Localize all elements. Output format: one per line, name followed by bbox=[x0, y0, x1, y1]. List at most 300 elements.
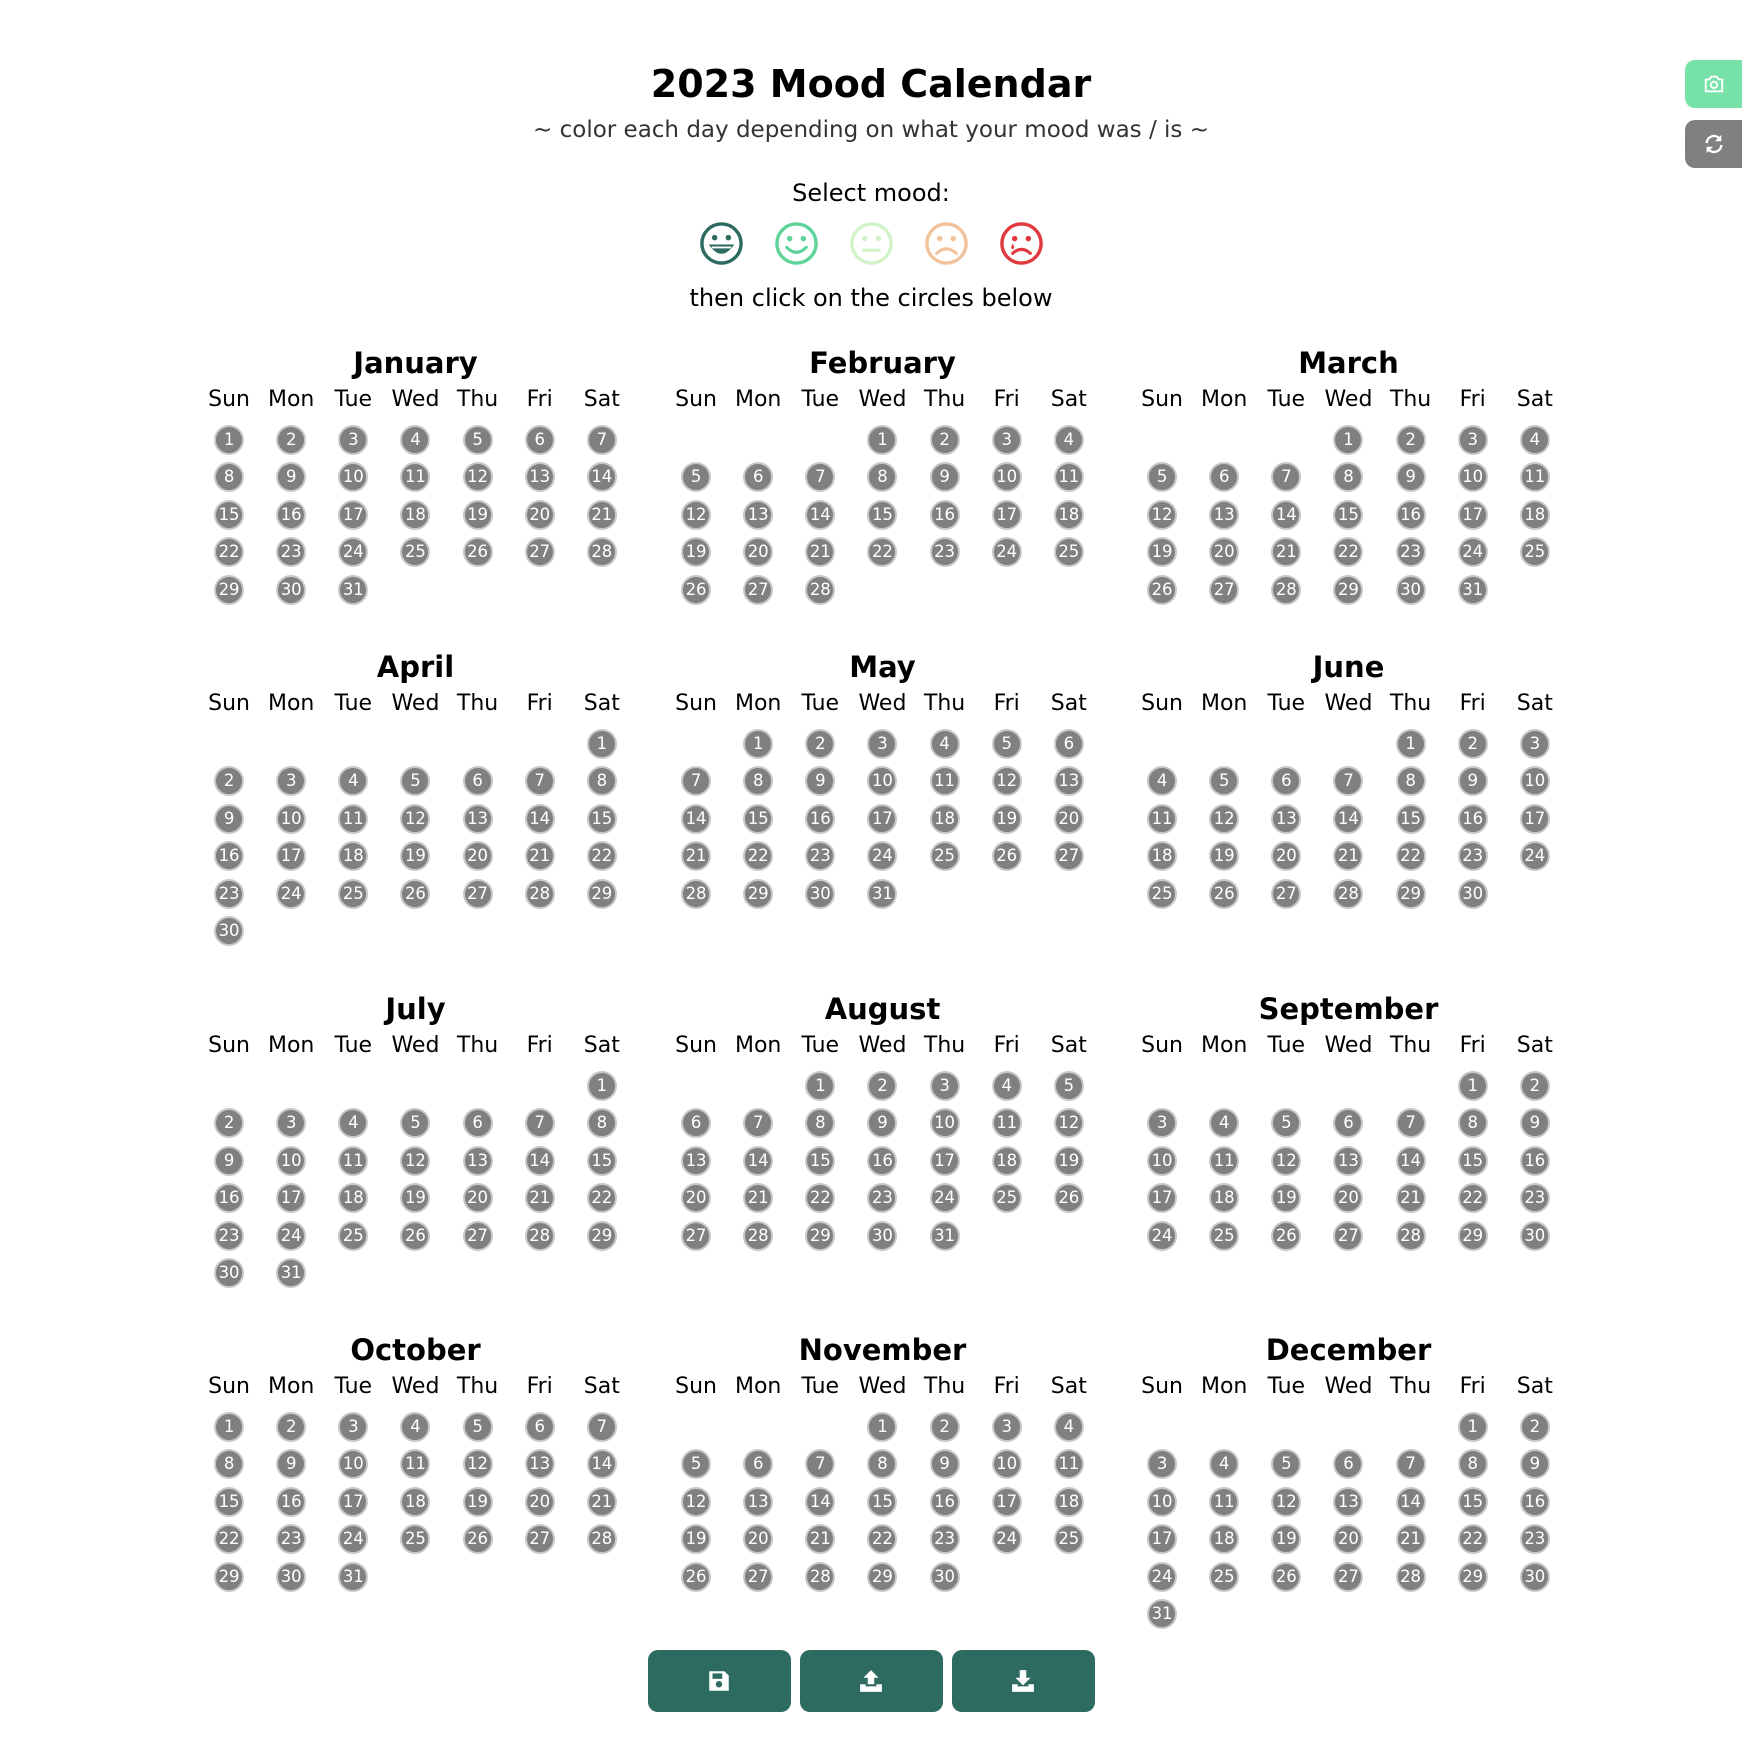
day-circle[interactable]: 5 bbox=[992, 729, 1022, 759]
day-circle[interactable]: 1 bbox=[1458, 1412, 1488, 1442]
day-circle[interactable]: 27 bbox=[1054, 841, 1084, 871]
day-circle[interactable]: 22 bbox=[867, 1524, 897, 1554]
day-circle[interactable]: 21 bbox=[681, 841, 711, 871]
day-circle[interactable]: 16 bbox=[214, 841, 244, 871]
day-circle[interactable]: 5 bbox=[681, 462, 711, 492]
day-circle[interactable]: 16 bbox=[1458, 804, 1488, 834]
day-circle[interactable]: 21 bbox=[1396, 1183, 1426, 1213]
day-circle[interactable]: 22 bbox=[805, 1183, 835, 1213]
day-circle[interactable]: 31 bbox=[276, 1258, 306, 1288]
day-circle[interactable]: 7 bbox=[1333, 766, 1363, 796]
day-circle[interactable]: 16 bbox=[276, 500, 306, 530]
day-circle[interactable]: 12 bbox=[1209, 804, 1239, 834]
day-circle[interactable]: 18 bbox=[400, 500, 430, 530]
day-circle[interactable]: 14 bbox=[1396, 1487, 1426, 1517]
day-circle[interactable]: 16 bbox=[805, 804, 835, 834]
day-circle[interactable]: 17 bbox=[1147, 1524, 1177, 1554]
day-circle[interactable]: 21 bbox=[1271, 537, 1301, 567]
day-circle[interactable]: 25 bbox=[1209, 1221, 1239, 1251]
day-circle[interactable]: 17 bbox=[276, 1183, 306, 1213]
day-circle[interactable]: 14 bbox=[587, 462, 617, 492]
day-circle[interactable]: 29 bbox=[805, 1221, 835, 1251]
day-circle[interactable]: 6 bbox=[743, 1449, 773, 1479]
day-circle[interactable]: 5 bbox=[1271, 1449, 1301, 1479]
day-circle[interactable]: 8 bbox=[867, 1449, 897, 1479]
day-circle[interactable]: 12 bbox=[400, 804, 430, 834]
day-circle[interactable]: 30 bbox=[867, 1221, 897, 1251]
day-circle[interactable]: 9 bbox=[867, 1108, 897, 1138]
day-circle[interactable]: 12 bbox=[992, 766, 1022, 796]
day-circle[interactable]: 6 bbox=[681, 1108, 711, 1138]
day-circle[interactable]: 20 bbox=[681, 1183, 711, 1213]
day-circle[interactable]: 27 bbox=[743, 1562, 773, 1592]
day-circle[interactable]: 30 bbox=[1396, 575, 1426, 605]
day-circle[interactable]: 22 bbox=[587, 1183, 617, 1213]
day-circle[interactable]: 8 bbox=[1333, 462, 1363, 492]
day-circle[interactable]: 29 bbox=[743, 879, 773, 909]
day-circle[interactable]: 4 bbox=[1209, 1108, 1239, 1138]
reset-button[interactable] bbox=[1685, 120, 1742, 168]
day-circle[interactable]: 16 bbox=[276, 1487, 306, 1517]
day-circle[interactable]: 18 bbox=[992, 1146, 1022, 1176]
day-circle[interactable]: 16 bbox=[930, 500, 960, 530]
day-circle[interactable]: 23 bbox=[1458, 841, 1488, 871]
day-circle[interactable]: 26 bbox=[400, 879, 430, 909]
day-circle[interactable]: 1 bbox=[587, 1071, 617, 1101]
day-circle[interactable]: 24 bbox=[276, 879, 306, 909]
day-circle[interactable]: 9 bbox=[930, 462, 960, 492]
day-circle[interactable]: 31 bbox=[1147, 1599, 1177, 1629]
day-circle[interactable]: 14 bbox=[1271, 500, 1301, 530]
day-circle[interactable]: 19 bbox=[1271, 1524, 1301, 1554]
day-circle[interactable]: 14 bbox=[805, 1487, 835, 1517]
day-circle[interactable]: 30 bbox=[214, 1258, 244, 1288]
day-circle[interactable]: 8 bbox=[1458, 1108, 1488, 1138]
day-circle[interactable]: 29 bbox=[214, 1562, 244, 1592]
day-circle[interactable]: 23 bbox=[930, 1524, 960, 1554]
day-circle[interactable]: 3 bbox=[992, 425, 1022, 455]
day-circle[interactable]: 12 bbox=[1271, 1487, 1301, 1517]
day-circle[interactable]: 4 bbox=[1054, 1412, 1084, 1442]
day-circle[interactable]: 2 bbox=[1396, 425, 1426, 455]
day-circle[interactable]: 14 bbox=[805, 500, 835, 530]
day-circle[interactable]: 20 bbox=[525, 1487, 555, 1517]
day-circle[interactable]: 29 bbox=[1333, 575, 1363, 605]
day-circle[interactable]: 11 bbox=[1147, 804, 1177, 834]
day-circle[interactable]: 14 bbox=[681, 804, 711, 834]
day-circle[interactable]: 14 bbox=[525, 1146, 555, 1176]
day-circle[interactable]: 26 bbox=[1054, 1183, 1084, 1213]
day-circle[interactable]: 30 bbox=[276, 575, 306, 605]
day-circle[interactable]: 7 bbox=[587, 425, 617, 455]
day-circle[interactable]: 21 bbox=[587, 500, 617, 530]
day-circle[interactable]: 23 bbox=[214, 879, 244, 909]
day-circle[interactable]: 2 bbox=[1520, 1071, 1550, 1101]
day-circle[interactable]: 9 bbox=[1520, 1449, 1550, 1479]
day-circle[interactable]: 26 bbox=[1209, 879, 1239, 909]
day-circle[interactable]: 14 bbox=[525, 804, 555, 834]
day-circle[interactable]: 27 bbox=[463, 879, 493, 909]
day-circle[interactable]: 20 bbox=[1209, 537, 1239, 567]
day-circle[interactable]: 3 bbox=[338, 425, 368, 455]
day-circle[interactable]: 29 bbox=[587, 879, 617, 909]
save-button[interactable] bbox=[648, 1650, 791, 1712]
day-circle[interactable]: 9 bbox=[1520, 1108, 1550, 1138]
day-circle[interactable]: 17 bbox=[992, 1487, 1022, 1517]
day-circle[interactable]: 4 bbox=[992, 1071, 1022, 1101]
day-circle[interactable]: 18 bbox=[930, 804, 960, 834]
day-circle[interactable]: 27 bbox=[525, 537, 555, 567]
day-circle[interactable]: 25 bbox=[1054, 1524, 1084, 1554]
day-circle[interactable]: 17 bbox=[338, 1487, 368, 1517]
day-circle[interactable]: 8 bbox=[214, 1449, 244, 1479]
day-circle[interactable]: 11 bbox=[930, 766, 960, 796]
day-circle[interactable]: 9 bbox=[276, 462, 306, 492]
day-circle[interactable]: 18 bbox=[1209, 1524, 1239, 1554]
day-circle[interactable]: 6 bbox=[1333, 1449, 1363, 1479]
day-circle[interactable]: 24 bbox=[1458, 537, 1488, 567]
day-circle[interactable]: 8 bbox=[1458, 1449, 1488, 1479]
day-circle[interactable]: 29 bbox=[214, 575, 244, 605]
day-circle[interactable]: 23 bbox=[867, 1183, 897, 1213]
day-circle[interactable]: 19 bbox=[400, 841, 430, 871]
day-circle[interactable]: 31 bbox=[867, 879, 897, 909]
day-circle[interactable]: 30 bbox=[1520, 1221, 1550, 1251]
day-circle[interactable]: 20 bbox=[1271, 841, 1301, 871]
day-circle[interactable]: 20 bbox=[1333, 1183, 1363, 1213]
day-circle[interactable]: 22 bbox=[214, 1524, 244, 1554]
day-circle[interactable]: 21 bbox=[743, 1183, 773, 1213]
day-circle[interactable]: 5 bbox=[1054, 1071, 1084, 1101]
day-circle[interactable]: 28 bbox=[1396, 1221, 1426, 1251]
day-circle[interactable]: 22 bbox=[743, 841, 773, 871]
day-circle[interactable]: 12 bbox=[463, 462, 493, 492]
day-circle[interactable]: 26 bbox=[463, 1524, 493, 1554]
day-circle[interactable]: 9 bbox=[1458, 766, 1488, 796]
day-circle[interactable]: 23 bbox=[1520, 1524, 1550, 1554]
day-circle[interactable]: 27 bbox=[1209, 575, 1239, 605]
day-circle[interactable]: 6 bbox=[463, 1108, 493, 1138]
day-circle[interactable]: 13 bbox=[525, 1449, 555, 1479]
day-circle[interactable]: 17 bbox=[930, 1146, 960, 1176]
day-circle[interactable]: 19 bbox=[681, 537, 711, 567]
day-circle[interactable]: 13 bbox=[463, 804, 493, 834]
day-circle[interactable]: 3 bbox=[1458, 425, 1488, 455]
day-circle[interactable]: 3 bbox=[1147, 1449, 1177, 1479]
day-circle[interactable]: 4 bbox=[1054, 425, 1084, 455]
day-circle[interactable]: 7 bbox=[1396, 1449, 1426, 1479]
day-circle[interactable]: 11 bbox=[400, 462, 430, 492]
day-circle[interactable]: 26 bbox=[992, 841, 1022, 871]
day-circle[interactable]: 7 bbox=[1396, 1108, 1426, 1138]
day-circle[interactable]: 12 bbox=[1054, 1108, 1084, 1138]
day-circle[interactable]: 13 bbox=[1209, 500, 1239, 530]
day-circle[interactable]: 7 bbox=[525, 766, 555, 796]
day-circle[interactable]: 20 bbox=[743, 1524, 773, 1554]
day-circle[interactable]: 10 bbox=[867, 766, 897, 796]
day-circle[interactable]: 11 bbox=[338, 1146, 368, 1176]
day-circle[interactable]: 13 bbox=[743, 500, 773, 530]
day-circle[interactable]: 12 bbox=[681, 1487, 711, 1517]
day-circle[interactable]: 28 bbox=[587, 1524, 617, 1554]
day-circle[interactable]: 7 bbox=[805, 462, 835, 492]
day-circle[interactable]: 2 bbox=[214, 1108, 244, 1138]
day-circle[interactable]: 14 bbox=[743, 1146, 773, 1176]
day-circle[interactable]: 6 bbox=[1271, 766, 1301, 796]
day-circle[interactable]: 14 bbox=[587, 1449, 617, 1479]
day-circle[interactable]: 15 bbox=[867, 500, 897, 530]
day-circle[interactable]: 27 bbox=[1333, 1221, 1363, 1251]
day-circle[interactable]: 17 bbox=[1520, 804, 1550, 834]
day-circle[interactable]: 15 bbox=[214, 500, 244, 530]
day-circle[interactable]: 5 bbox=[400, 766, 430, 796]
day-circle[interactable]: 1 bbox=[214, 1412, 244, 1442]
screenshot-button[interactable] bbox=[1685, 60, 1742, 108]
day-circle[interactable]: 23 bbox=[930, 537, 960, 567]
day-circle[interactable]: 28 bbox=[525, 879, 555, 909]
day-circle[interactable]: 23 bbox=[276, 1524, 306, 1554]
day-circle[interactable]: 2 bbox=[214, 766, 244, 796]
day-circle[interactable]: 22 bbox=[1458, 1183, 1488, 1213]
day-circle[interactable]: 6 bbox=[743, 462, 773, 492]
day-circle[interactable]: 13 bbox=[1054, 766, 1084, 796]
day-circle[interactable]: 6 bbox=[1054, 729, 1084, 759]
day-circle[interactable]: 27 bbox=[525, 1524, 555, 1554]
day-circle[interactable]: 5 bbox=[1147, 462, 1177, 492]
day-circle[interactable]: 13 bbox=[1333, 1487, 1363, 1517]
day-circle[interactable]: 18 bbox=[400, 1487, 430, 1517]
day-circle[interactable]: 3 bbox=[930, 1071, 960, 1101]
day-circle[interactable]: 24 bbox=[867, 841, 897, 871]
day-circle[interactable]: 19 bbox=[992, 804, 1022, 834]
day-circle[interactable]: 16 bbox=[1520, 1146, 1550, 1176]
day-circle[interactable]: 26 bbox=[1271, 1562, 1301, 1592]
day-circle[interactable]: 9 bbox=[214, 1146, 244, 1176]
day-circle[interactable]: 11 bbox=[400, 1449, 430, 1479]
day-circle[interactable]: 1 bbox=[743, 729, 773, 759]
day-circle[interactable]: 3 bbox=[338, 1412, 368, 1442]
day-circle[interactable]: 31 bbox=[338, 1562, 368, 1592]
day-circle[interactable]: 25 bbox=[1520, 537, 1550, 567]
day-circle[interactable]: 19 bbox=[463, 1487, 493, 1517]
day-circle[interactable]: 9 bbox=[930, 1449, 960, 1479]
day-circle[interactable]: 18 bbox=[1520, 500, 1550, 530]
day-circle[interactable]: 16 bbox=[214, 1183, 244, 1213]
day-circle[interactable]: 16 bbox=[930, 1487, 960, 1517]
day-circle[interactable]: 25 bbox=[930, 841, 960, 871]
day-circle[interactable]: 7 bbox=[805, 1449, 835, 1479]
day-circle[interactable]: 28 bbox=[1271, 575, 1301, 605]
day-circle[interactable]: 20 bbox=[1054, 804, 1084, 834]
day-circle[interactable]: 15 bbox=[1396, 804, 1426, 834]
day-circle[interactable]: 16 bbox=[1520, 1487, 1550, 1517]
day-circle[interactable]: 2 bbox=[867, 1071, 897, 1101]
day-circle[interactable]: 20 bbox=[463, 1183, 493, 1213]
day-circle[interactable]: 11 bbox=[338, 804, 368, 834]
day-circle[interactable]: 15 bbox=[1458, 1146, 1488, 1176]
day-circle[interactable]: 24 bbox=[1147, 1562, 1177, 1592]
day-circle[interactable]: 30 bbox=[805, 879, 835, 909]
day-circle[interactable]: 28 bbox=[1333, 879, 1363, 909]
day-circle[interactable]: 13 bbox=[1333, 1146, 1363, 1176]
day-circle[interactable]: 28 bbox=[681, 879, 711, 909]
day-circle[interactable]: 3 bbox=[276, 1108, 306, 1138]
day-circle[interactable]: 30 bbox=[214, 916, 244, 946]
day-circle[interactable]: 2 bbox=[930, 1412, 960, 1442]
day-circle[interactable]: 21 bbox=[805, 1524, 835, 1554]
day-circle[interactable]: 22 bbox=[214, 537, 244, 567]
day-circle[interactable]: 15 bbox=[214, 1487, 244, 1517]
day-circle[interactable]: 3 bbox=[1147, 1108, 1177, 1138]
day-circle[interactable]: 6 bbox=[1209, 462, 1239, 492]
day-circle[interactable]: 2 bbox=[276, 1412, 306, 1442]
day-circle[interactable]: 21 bbox=[1396, 1524, 1426, 1554]
day-circle[interactable]: 7 bbox=[681, 766, 711, 796]
day-circle[interactable]: 20 bbox=[525, 500, 555, 530]
day-circle[interactable]: 15 bbox=[1333, 500, 1363, 530]
day-circle[interactable]: 24 bbox=[338, 1524, 368, 1554]
day-circle[interactable]: 4 bbox=[1147, 766, 1177, 796]
day-circle[interactable]: 27 bbox=[743, 575, 773, 605]
day-circle[interactable]: 27 bbox=[681, 1221, 711, 1251]
day-circle[interactable]: 10 bbox=[1147, 1487, 1177, 1517]
upload-button[interactable] bbox=[800, 1650, 943, 1712]
day-circle[interactable]: 8 bbox=[867, 462, 897, 492]
day-circle[interactable]: 26 bbox=[463, 537, 493, 567]
day-circle[interactable]: 24 bbox=[992, 537, 1022, 567]
day-circle[interactable]: 5 bbox=[1209, 766, 1239, 796]
day-circle[interactable]: 12 bbox=[1147, 500, 1177, 530]
day-circle[interactable]: 25 bbox=[1209, 1562, 1239, 1592]
day-circle[interactable]: 28 bbox=[525, 1221, 555, 1251]
day-circle[interactable]: 1 bbox=[805, 1071, 835, 1101]
day-circle[interactable]: 5 bbox=[463, 1412, 493, 1442]
day-circle[interactable]: 3 bbox=[992, 1412, 1022, 1442]
day-circle[interactable]: 15 bbox=[743, 804, 773, 834]
day-circle[interactable]: 10 bbox=[992, 462, 1022, 492]
day-circle[interactable]: 17 bbox=[867, 804, 897, 834]
day-circle[interactable]: 1 bbox=[1396, 729, 1426, 759]
day-circle[interactable]: 13 bbox=[525, 462, 555, 492]
day-circle[interactable]: 12 bbox=[681, 500, 711, 530]
day-circle[interactable]: 23 bbox=[1520, 1183, 1550, 1213]
day-circle[interactable]: 29 bbox=[1396, 879, 1426, 909]
day-circle[interactable]: 22 bbox=[1396, 841, 1426, 871]
day-circle[interactable]: 1 bbox=[1333, 425, 1363, 455]
day-circle[interactable]: 19 bbox=[463, 500, 493, 530]
day-circle[interactable]: 13 bbox=[681, 1146, 711, 1176]
day-circle[interactable]: 18 bbox=[1054, 1487, 1084, 1517]
day-circle[interactable]: 6 bbox=[1333, 1108, 1363, 1138]
day-circle[interactable]: 9 bbox=[1396, 462, 1426, 492]
day-circle[interactable]: 9 bbox=[805, 766, 835, 796]
day-circle[interactable]: 17 bbox=[338, 500, 368, 530]
day-circle[interactable]: 13 bbox=[743, 1487, 773, 1517]
day-circle[interactable]: 31 bbox=[930, 1221, 960, 1251]
day-circle[interactable]: 3 bbox=[276, 766, 306, 796]
day-circle[interactable]: 16 bbox=[867, 1146, 897, 1176]
day-circle[interactable]: 13 bbox=[1271, 804, 1301, 834]
day-circle[interactable]: 29 bbox=[587, 1221, 617, 1251]
day-circle[interactable]: 29 bbox=[1458, 1562, 1488, 1592]
day-circle[interactable]: 5 bbox=[400, 1108, 430, 1138]
day-circle[interactable]: 15 bbox=[867, 1487, 897, 1517]
day-circle[interactable]: 4 bbox=[1209, 1449, 1239, 1479]
day-circle[interactable]: 20 bbox=[743, 537, 773, 567]
day-circle[interactable]: 8 bbox=[214, 462, 244, 492]
day-circle[interactable]: 10 bbox=[1458, 462, 1488, 492]
day-circle[interactable]: 25 bbox=[1054, 537, 1084, 567]
day-circle[interactable]: 11 bbox=[1054, 1449, 1084, 1479]
day-circle[interactable]: 26 bbox=[681, 575, 711, 605]
day-circle[interactable]: 25 bbox=[1147, 879, 1177, 909]
day-circle[interactable]: 14 bbox=[1333, 804, 1363, 834]
day-circle[interactable]: 1 bbox=[867, 425, 897, 455]
day-circle[interactable]: 17 bbox=[1147, 1183, 1177, 1213]
day-circle[interactable]: 21 bbox=[1333, 841, 1363, 871]
day-circle[interactable]: 1 bbox=[214, 425, 244, 455]
day-circle[interactable]: 15 bbox=[1458, 1487, 1488, 1517]
day-circle[interactable]: 23 bbox=[276, 537, 306, 567]
day-circle[interactable]: 25 bbox=[338, 1221, 368, 1251]
day-circle[interactable]: 17 bbox=[1458, 500, 1488, 530]
day-circle[interactable]: 3 bbox=[1520, 729, 1550, 759]
day-circle[interactable]: 24 bbox=[338, 537, 368, 567]
day-circle[interactable]: 25 bbox=[338, 879, 368, 909]
day-circle[interactable]: 24 bbox=[276, 1221, 306, 1251]
day-circle[interactable]: 11 bbox=[1209, 1146, 1239, 1176]
day-circle[interactable]: 4 bbox=[400, 425, 430, 455]
day-circle[interactable]: 10 bbox=[338, 1449, 368, 1479]
day-circle[interactable]: 7 bbox=[1271, 462, 1301, 492]
day-circle[interactable]: 30 bbox=[276, 1562, 306, 1592]
day-circle[interactable]: 10 bbox=[276, 1146, 306, 1176]
day-circle[interactable]: 29 bbox=[867, 1562, 897, 1592]
day-circle[interactable]: 5 bbox=[681, 1449, 711, 1479]
day-circle[interactable]: 8 bbox=[1396, 766, 1426, 796]
day-circle[interactable]: 11 bbox=[1054, 462, 1084, 492]
day-circle[interactable]: 28 bbox=[743, 1221, 773, 1251]
day-circle[interactable]: 18 bbox=[1054, 500, 1084, 530]
day-circle[interactable]: 25 bbox=[992, 1183, 1022, 1213]
day-circle[interactable]: 7 bbox=[525, 1108, 555, 1138]
day-circle[interactable]: 10 bbox=[930, 1108, 960, 1138]
day-circle[interactable]: 8 bbox=[805, 1108, 835, 1138]
day-circle[interactable]: 12 bbox=[400, 1146, 430, 1176]
day-circle[interactable]: 27 bbox=[463, 1221, 493, 1251]
day-circle[interactable]: 15 bbox=[587, 1146, 617, 1176]
day-circle[interactable]: 31 bbox=[338, 575, 368, 605]
day-circle[interactable]: 7 bbox=[587, 1412, 617, 1442]
day-circle[interactable]: 17 bbox=[276, 841, 306, 871]
day-circle[interactable]: 4 bbox=[930, 729, 960, 759]
day-circle[interactable]: 11 bbox=[1209, 1487, 1239, 1517]
day-circle[interactable]: 2 bbox=[276, 425, 306, 455]
day-circle[interactable]: 22 bbox=[1333, 537, 1363, 567]
day-circle[interactable]: 16 bbox=[1396, 500, 1426, 530]
day-circle[interactable]: 21 bbox=[525, 841, 555, 871]
day-circle[interactable]: 26 bbox=[1271, 1221, 1301, 1251]
day-circle[interactable]: 20 bbox=[463, 841, 493, 871]
day-circle[interactable]: 9 bbox=[214, 804, 244, 834]
day-circle[interactable]: 15 bbox=[805, 1146, 835, 1176]
day-circle[interactable]: 12 bbox=[463, 1449, 493, 1479]
day-circle[interactable]: 26 bbox=[681, 1562, 711, 1592]
day-circle[interactable]: 23 bbox=[805, 841, 835, 871]
day-circle[interactable]: 4 bbox=[338, 1108, 368, 1138]
day-circle[interactable]: 26 bbox=[1147, 575, 1177, 605]
day-circle[interactable]: 8 bbox=[743, 766, 773, 796]
